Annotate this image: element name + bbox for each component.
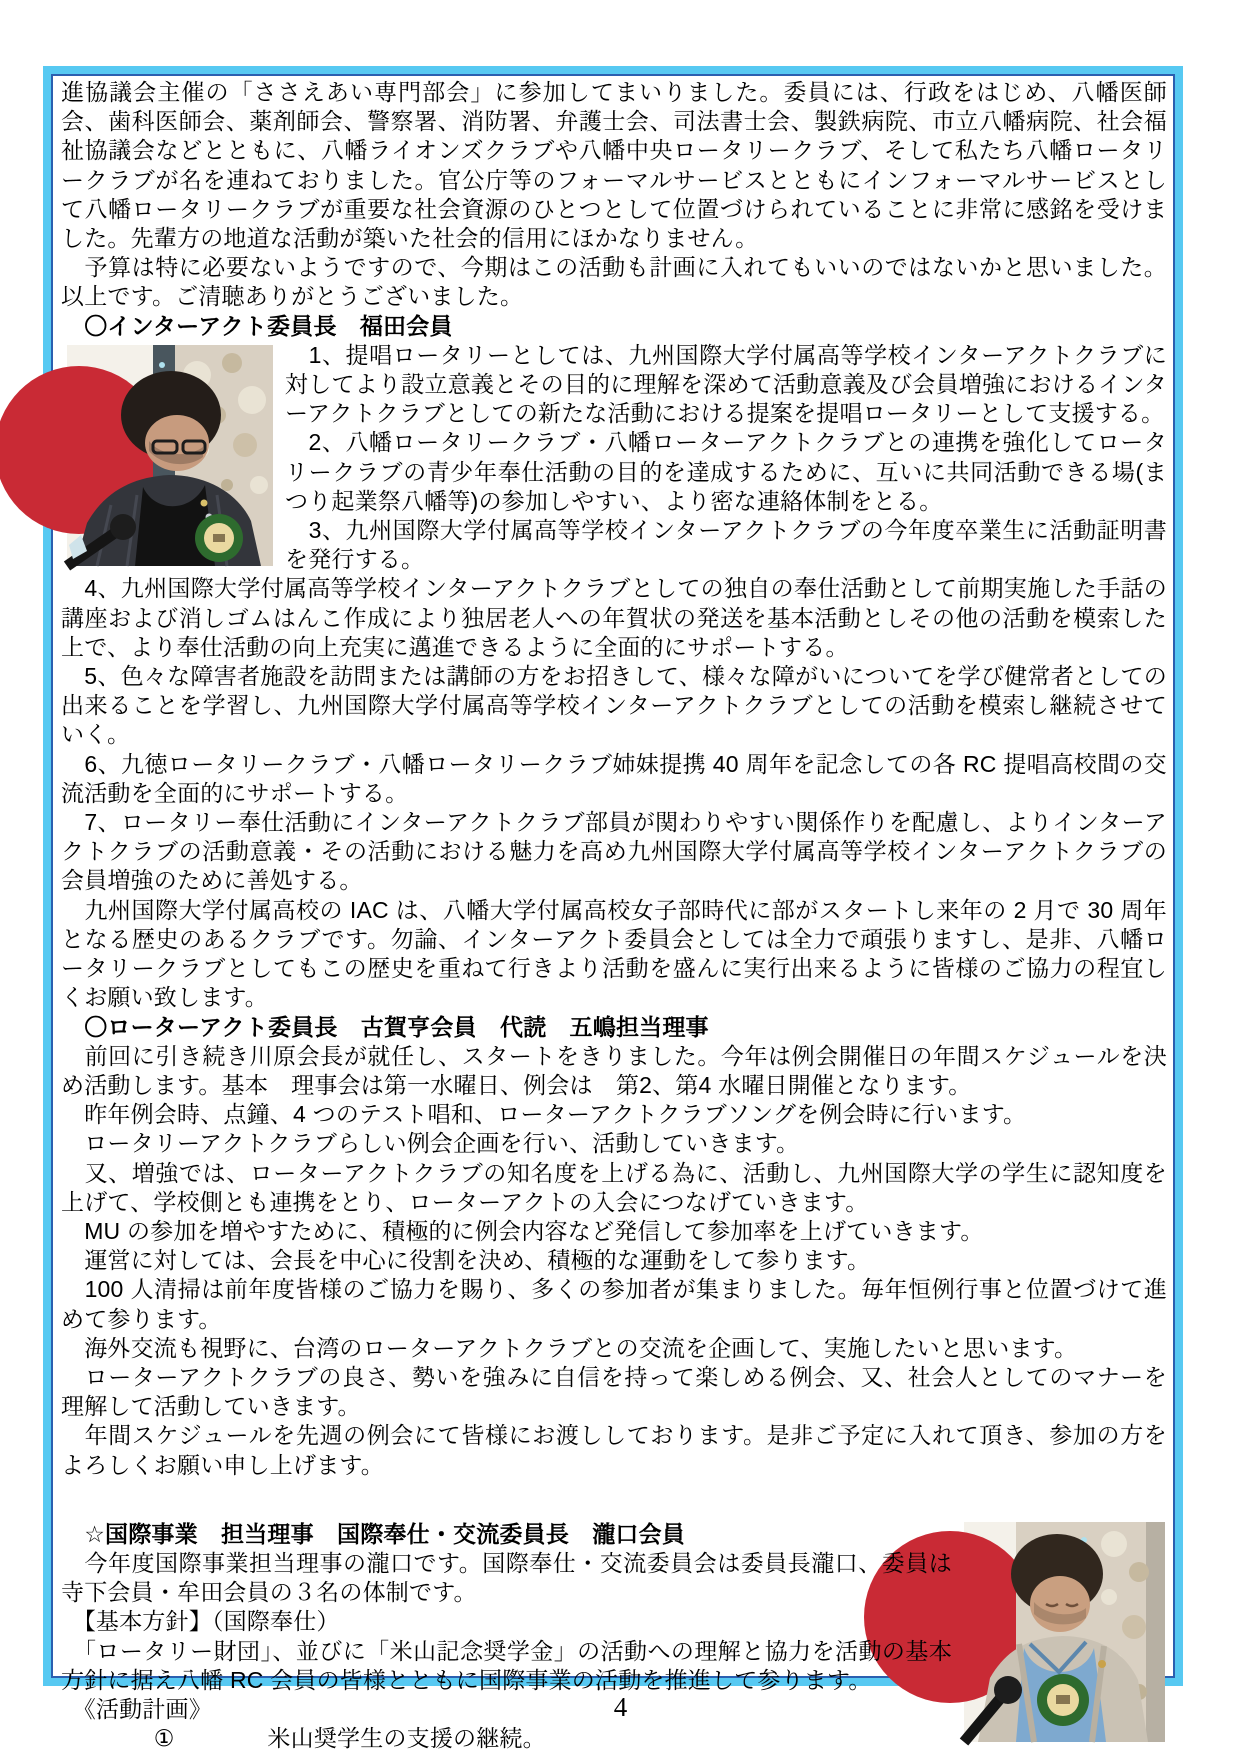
- international-paragraph: 今年度国際事業担当理事の瀧口です。国際奉仕・交流委員会は委員長瀧口、委員は寺下会員・牟田会員の３名の体制です。: [61, 1549, 952, 1606]
- rotaract-paragraph: 又、増強では、ローターアクトクラブの知名度を上げる為に、活動し、九州国際大学の学生に認知度を上げて、学校側とも連携をとり、ローターアクトの入会につなげていきます。: [61, 1159, 1167, 1215]
- interact-item: 4、九州国際大学付属高等学校インターアクトクラブとしての独自の奉仕活動として前期実施した手話の講座および消しゴムはんこ作成により独居老人への年賀状の発送を基本活動としその他の活動を模索した上で、より奉仕活動の向上充実に邁進できるように全面的にサポートする。: [61, 575, 1167, 660]
- lapel-pin: [201, 499, 208, 506]
- interact-item: 5、色々な障害者施設を訪問または講師の方をお招きして、様々な障がいについてを学び健常者としての出来ることを学習し、九州国際大学付属高等学校インターアクトクラブとしての活動を模索し継続させていく。: [61, 663, 1167, 748]
- rotaract-paragraph: ロータリーアクトクラブらしい例会企画を行い、活動していきます。: [61, 1130, 800, 1157]
- interact-item: 1、提唱ロータリーとしては、九州国際大学付属高等学校インターアクトクラブに対してより設立意義とその目的に理解を深めて活動意義及び会員増強におけるインターアクトクラブとしての新たな活動における提案を提唱ロータリーとして支援する。: [285, 341, 1167, 427]
- lapel-pin: [1098, 1660, 1106, 1668]
- intro-paragraph: 予算は特に必要ないようですので、今期はこの活動も計画に入れてもいいのではないかと思いました。以上です。ご清聴ありがとうございました。: [61, 254, 1167, 310]
- interact-photo-block: [61, 341, 1167, 575]
- international-paragraph: 「ロータリー財団」、並びに「米山記念奨学金」の活動への理解と協力を活動の基本方針に据え八幡 RC 会員の皆様とともに国際事業の活動を推進して参ります。: [61, 1637, 952, 1693]
- interact-item: 6、九徳ロータリークラブ・八幡ロータリークラブ姉妹提携 40 周年を記念しての各 RC 提唱高校間の交流活動を全面的にサポートする。: [61, 750, 1167, 806]
- rotaract-paragraph: 昨年例会時、点鐘、4 つのテスト唱和、ローターアクトクラブソングを例会時に行います。: [61, 1101, 1027, 1128]
- document-frame: [43, 66, 1183, 1752]
- international-paragraph: ① 米山奨学生の支援の継続。: [61, 1725, 546, 1752]
- rotaract-paragraph: MU の参加を増やすために、積極的に例会内容など発信して参加率を上げていきます。: [61, 1217, 984, 1244]
- rotaract-paragraph: 運営に対しては、会長を中心に役割を決め、積極的な運動をして参ります。: [61, 1247, 871, 1274]
- interact-item: 7、ロータリー奉仕活動にインターアクトクラブ部員が関わりやすい関係作りを配慮し、よりインターアクトクラブの活動意義・その活動における魅力を高め九州国際大学付属高等学校インターアクトクラブの会員増強のために善処する。: [61, 809, 1167, 894]
- interact-item: 2、八幡ロータリークラブ・八幡ローターアクトクラブとの連携を強化してロータリークラブの青少年奉仕活動の目的を達成するために、互いに共同活動できる場(まつり起業祭八幡等)の参加しやすい、より密な連絡体制をとる。: [285, 429, 1167, 514]
- interact-item: 3、九州国際大学付属高等学校インターアクトクラブの今年度卒業生に活動証明書を発行する。: [285, 517, 1167, 573]
- section-heading-interact: 〇インターアクト委員長 福田会員: [61, 312, 453, 339]
- section-heading-international: ☆国際事業 担当理事 国際奉仕・交流委員長 瀧口会員: [61, 1520, 686, 1547]
- rotaract-paragraph: ローターアクトクラブの良さ、勢いを強みに自信を持って楽しめる例会、又、社会人としてのマナーを理解して活動していきます。: [61, 1363, 1167, 1420]
- intro-paragraph: 進協議会主催の「ささえあい専門部会」に参加してまいりました。委員には、行政をはじめ、八幡医師会、歯科医師会、薬剤師会、警察署、消防署、弁護士会、司法書士会、製鉄病院、市立八幡病院、社会福祉協議会などとともに、八幡ライオンズクラブや八幡中央ロータリークラブ、そして私たち八幡ロータリークラブが名を連ねておりました。官公庁等のフォーマルサービスとともにインフォーマルサービスとして八幡ロータリークラブが重要な社会資源のひとつとして位置づけられていることに非常に感銘を受けました。先輩方の地道な活動が築いた社会的信用にほかなりません。: [61, 79, 1167, 252]
- speaker-photo-fukuda: [67, 345, 273, 566]
- international-paragraph: 【基本方針】（国際奉仕）: [61, 1608, 340, 1635]
- rotaract-paragraph: 前回に引き続き川原会長が就任し、スタートをきりました。今年は例会開催日の年間スケジュールを決め活動します。基本 理事会は第一水曜日、例会は 第2、第4 水曜日開催となります。: [61, 1042, 1167, 1098]
- section-heading-rotaract: 〇ローターアクト委員長 古賀亨会員 代読 五嶋担当理事: [61, 1013, 709, 1040]
- international-paragraph: 《活動計画》: [61, 1695, 212, 1722]
- page-number: 4: [613, 1692, 628, 1722]
- rotaract-paragraph: 海外交流も視野に、台湾のローターアクトクラブとの交流を企画して、実施したいと思います。: [61, 1334, 1078, 1361]
- microphone-head: [110, 514, 136, 540]
- interact-closing: 九州国際大学付属高校の IAC は、八幡大学付属高校女子部時代に部がスタートし来年の 2 月で 30 周年となる歴史のあるクラブです。勿論、インターアクト委員会としては全力で頑張りますし、是非、八幡ロータリークラブとしてもこの歴史を重ねて行きより活動を盛んに実行出来るように皆様のご協力の程宜しくお願い致します。: [61, 896, 1167, 1011]
- rotaract-paragraph: 100 人清掃は前年度皆様のご協力を賜り、多くの参加者が集まりました。毎年恒例行事と位置づけて進めて参ります。: [61, 1276, 1167, 1332]
- rotaract-paragraph: 年間スケジュールを先週の例会にて皆様にお渡ししております。是非ご予定に入れて頂き、参加の方をよろしくお願い申し上げます。: [61, 1422, 1167, 1478]
